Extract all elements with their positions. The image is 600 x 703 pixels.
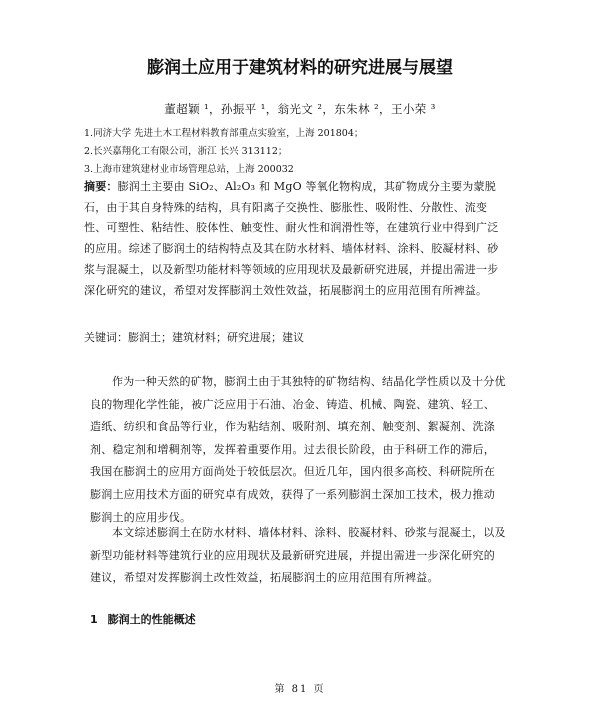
- page-number: 第 81 页: [274, 684, 326, 695]
- body-paragraph-2: 本文综述膨润土在防水材料、墙体材料、涂料、胶凝材料、砂浆与混凝土，以及新型功能材料等建筑行业的应用现状及最新研究进展，并提出需进一步深化研究的建议，希望对发挥膨润土改性效益，拓展膨润土的应用范围有所裨益。: [90, 526, 506, 585]
- affiliation-2: 2.长兴嘉翔化工有限公司，浙江 长兴 313112；: [84, 146, 288, 157]
- affiliation-3: 3.上海市建筑建材业市场管理总站，上海 200032: [84, 164, 294, 175]
- body-paragraph-1: 作为一种天然的矿物，膨润土由于其独特的矿物结构、结晶化学性质以及十分优良的物理化学性能，被广泛应用于石油、冶金、铸造、机械、陶瓷、建筑、轻工、造纸、纺织和食品等行业，作为粘结剂、吸附剂、填充剂、触变剂、絮凝剂、洗涤剂、稳定剂和增稠剂等，发挥着重要作用。过去很长阶段，由于科研工作的滞后，我国在膨润土的应用方面尚处于较低层次。但近几年，国内很多高校、科研院所在膨润土应用技术方面的研究卓有成效，获得了一系列膨润土深加工技术，极力推动膨润土的应用步伐。: [90, 375, 506, 524]
- paper-title: 膨润土应用于建筑材料的研究进展与展望: [147, 58, 453, 78]
- keywords-text: 膨润土；建筑材料；研究进展；建议: [128, 331, 304, 344]
- abstract-label: 摘要：: [84, 180, 118, 193]
- author-list: 董超颖 ¹，孙振平 ¹，翁光文 ²，东朱林 ²，王小荣 ³: [164, 102, 436, 116]
- keywords-label: 关键词：: [84, 331, 128, 344]
- keywords: [84, 329, 304, 345]
- abstract-text: 膨润土主要由 SiO₂、Al₂O₃ 和 MgO 等氧化物构成，其矿物成分主要为蒙脱石，由于其自身特殊的结构，具有阳离子交换性、膨胀性、吸附性、分散性、流变性、可塑性、粘结性、胶体性、触变性、耐火性和润滑性等，在建筑行业中得到广泛的应用。综述了膨润土的结构特点及其在防水材料、墙体材料、涂料、胶凝材料、砂浆与混凝土，以及新型功能材料等领域的应用现状及最新研究进展，并提出需进一步深化研究的建议，希望对发挥膨润土效性效益，拓展膨润土的应用范围有所裨益。: [84, 180, 499, 297]
- section-number: 1: [90, 613, 98, 626]
- affiliation-1: 1.同济大学 先进土木工程材料教育部重点实验室，上海 201804；: [84, 128, 364, 139]
- section-title: 膨润土的性能概述: [107, 613, 196, 626]
- abstract: [84, 177, 504, 301]
- section-heading-1: [90, 611, 196, 627]
